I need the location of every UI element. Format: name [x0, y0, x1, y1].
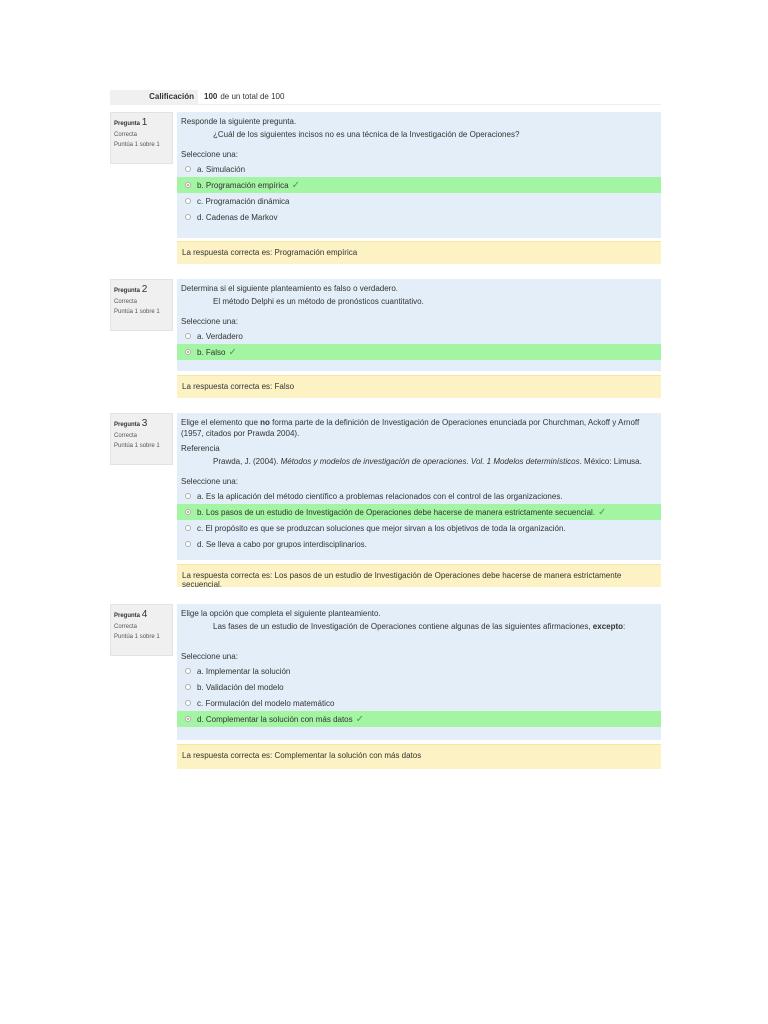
answer-option[interactable]: c. Programación dinámica — [181, 193, 657, 209]
grade-value: 100 — [204, 92, 218, 101]
question-score: Puntúa 1 sobre 1 — [114, 634, 160, 640]
radio-icon[interactable] — [185, 333, 191, 339]
check-icon: ✓ — [355, 713, 365, 725]
grade-summary — [110, 90, 661, 105]
radio-icon[interactable] — [185, 684, 191, 690]
check-icon: ✓ — [291, 179, 300, 191]
grade-suffix: de un total de 100 — [220, 92, 285, 101]
radio-icon[interactable] — [185, 716, 191, 722]
question-content — [177, 604, 661, 740]
select-one-label: Seleccione una: — [181, 477, 238, 486]
question-content — [177, 279, 661, 371]
radio-icon[interactable] — [185, 166, 191, 172]
answer-option[interactable]: c. El propósito es que se produzcan soluciones que mejor sirvan a los objetivos de toda la organización. — [181, 520, 657, 536]
question-statement: El método Delphi es un método de pronósticos cuantitativo. — [213, 297, 424, 306]
feedback-correct-answer: La respuesta correcta es: Falso — [177, 375, 661, 398]
feedback-correct-answer: La respuesta correcta es: Los pasos de un estudio de Investigación de Operaciones debe hacerse de manera estrictamente secuencial. — [177, 564, 661, 587]
radio-icon[interactable] — [185, 493, 191, 499]
reference-label: Referencia — [181, 444, 220, 453]
select-one-label: Seleccione una: — [181, 150, 238, 159]
question-state: Correcta — [114, 132, 138, 138]
question-info — [110, 112, 173, 164]
question-prompt: Elige la opción que completa el siguiente planteamiento. — [181, 609, 381, 618]
question-prompt: Elige el elemento que no forma parte de la definición de Investigación de Operaciones enunciada por Churchman, Ackoff y Arnoff (1957, citados por Prawda 2004). — [181, 418, 640, 438]
select-one-label: Seleccione una: — [181, 652, 238, 661]
check-icon: ✓ — [228, 346, 237, 358]
question-statement: ¿Cuál de los siguientes incisos no es una técnica de la Investigación de Operaciones? — [213, 130, 520, 139]
answer-option-selected[interactable]: b. Falso ✓ — [177, 344, 661, 360]
question-number: Pregunta 4 — [114, 609, 148, 620]
radio-icon[interactable] — [185, 349, 191, 355]
answer-option-selected[interactable]: d. Complementar la solución con más datos ✓ — [177, 711, 661, 727]
answer-option[interactable]: a. Simulación — [181, 161, 657, 177]
radio-icon[interactable] — [185, 668, 191, 674]
answer-option[interactable]: c. Formulación del modelo matemático — [181, 695, 657, 711]
question-number: Pregunta 1 — [114, 117, 148, 128]
radio-icon[interactable] — [185, 182, 191, 188]
feedback-correct-answer: La respuesta correcta es: Programación empírica — [177, 241, 661, 264]
answer-option-selected[interactable]: b. Los pasos de un estudio de Investigación de Operaciones debe hacerse de manera estrictamente secuencial. ✓ — [177, 504, 661, 520]
radio-icon[interactable] — [185, 700, 191, 706]
question-info — [110, 413, 173, 465]
radio-icon[interactable] — [185, 214, 191, 220]
question-state: Correcta — [114, 624, 138, 630]
question-info — [110, 279, 173, 331]
question-info — [110, 604, 173, 656]
question-number: Pregunta 2 — [114, 284, 148, 295]
grade-value-row — [198, 90, 661, 105]
question-statement: Las fases de un estudio de Investigación de Operaciones contiene algunas de las siguientes afirmaciones, excepto: — [213, 622, 626, 631]
question-score: Puntúa 1 sobre 1 — [114, 142, 160, 148]
reference-citation: Prawda, J. (2004). Métodos y modelos de investigación de operaciones. Vol. 1 Modelos determinísticos. México: Limusa. — [213, 457, 642, 466]
radio-icon[interactable] — [185, 198, 191, 204]
question-content — [177, 413, 661, 560]
answer-option[interactable]: d. Cadenas de Markov — [181, 209, 657, 225]
question-state: Correcta — [114, 299, 138, 305]
answer-option[interactable]: b. Validación del modelo — [181, 679, 657, 695]
answer-option[interactable]: a. Implementar la solución — [181, 663, 657, 679]
question-score: Puntúa 1 sobre 1 — [114, 309, 160, 315]
radio-icon[interactable] — [185, 525, 191, 531]
answer-option[interactable]: d. Se lleva a cabo por grupos interdisciplinarios. — [181, 536, 657, 552]
grade-label: Calificación — [110, 90, 198, 105]
question-prompt: Responde la siguiente pregunta. — [181, 117, 297, 126]
radio-icon[interactable] — [185, 541, 191, 547]
answer-option[interactable]: a. Es la aplicación del método científico a problemas relacionados con el control de las organizaciones. — [181, 488, 657, 504]
check-icon: ✓ — [598, 506, 607, 518]
question-prompt: Determina si el siguiente planteamiento es falso o verdadero. — [181, 284, 399, 293]
radio-icon[interactable] — [185, 509, 191, 515]
answer-option-selected[interactable]: b. Programación empírica ✓ — [177, 177, 661, 193]
feedback-correct-answer: La respuesta correcta es: Complementar la solución con más datos — [177, 744, 661, 769]
question-number: Pregunta 3 — [114, 418, 148, 429]
answer-option[interactable]: a. Verdadero — [181, 328, 657, 344]
question-score: Puntúa 1 sobre 1 — [114, 443, 160, 449]
question-content — [177, 112, 661, 238]
question-state: Correcta — [114, 433, 138, 439]
select-one-label: Seleccione una: — [181, 317, 238, 326]
